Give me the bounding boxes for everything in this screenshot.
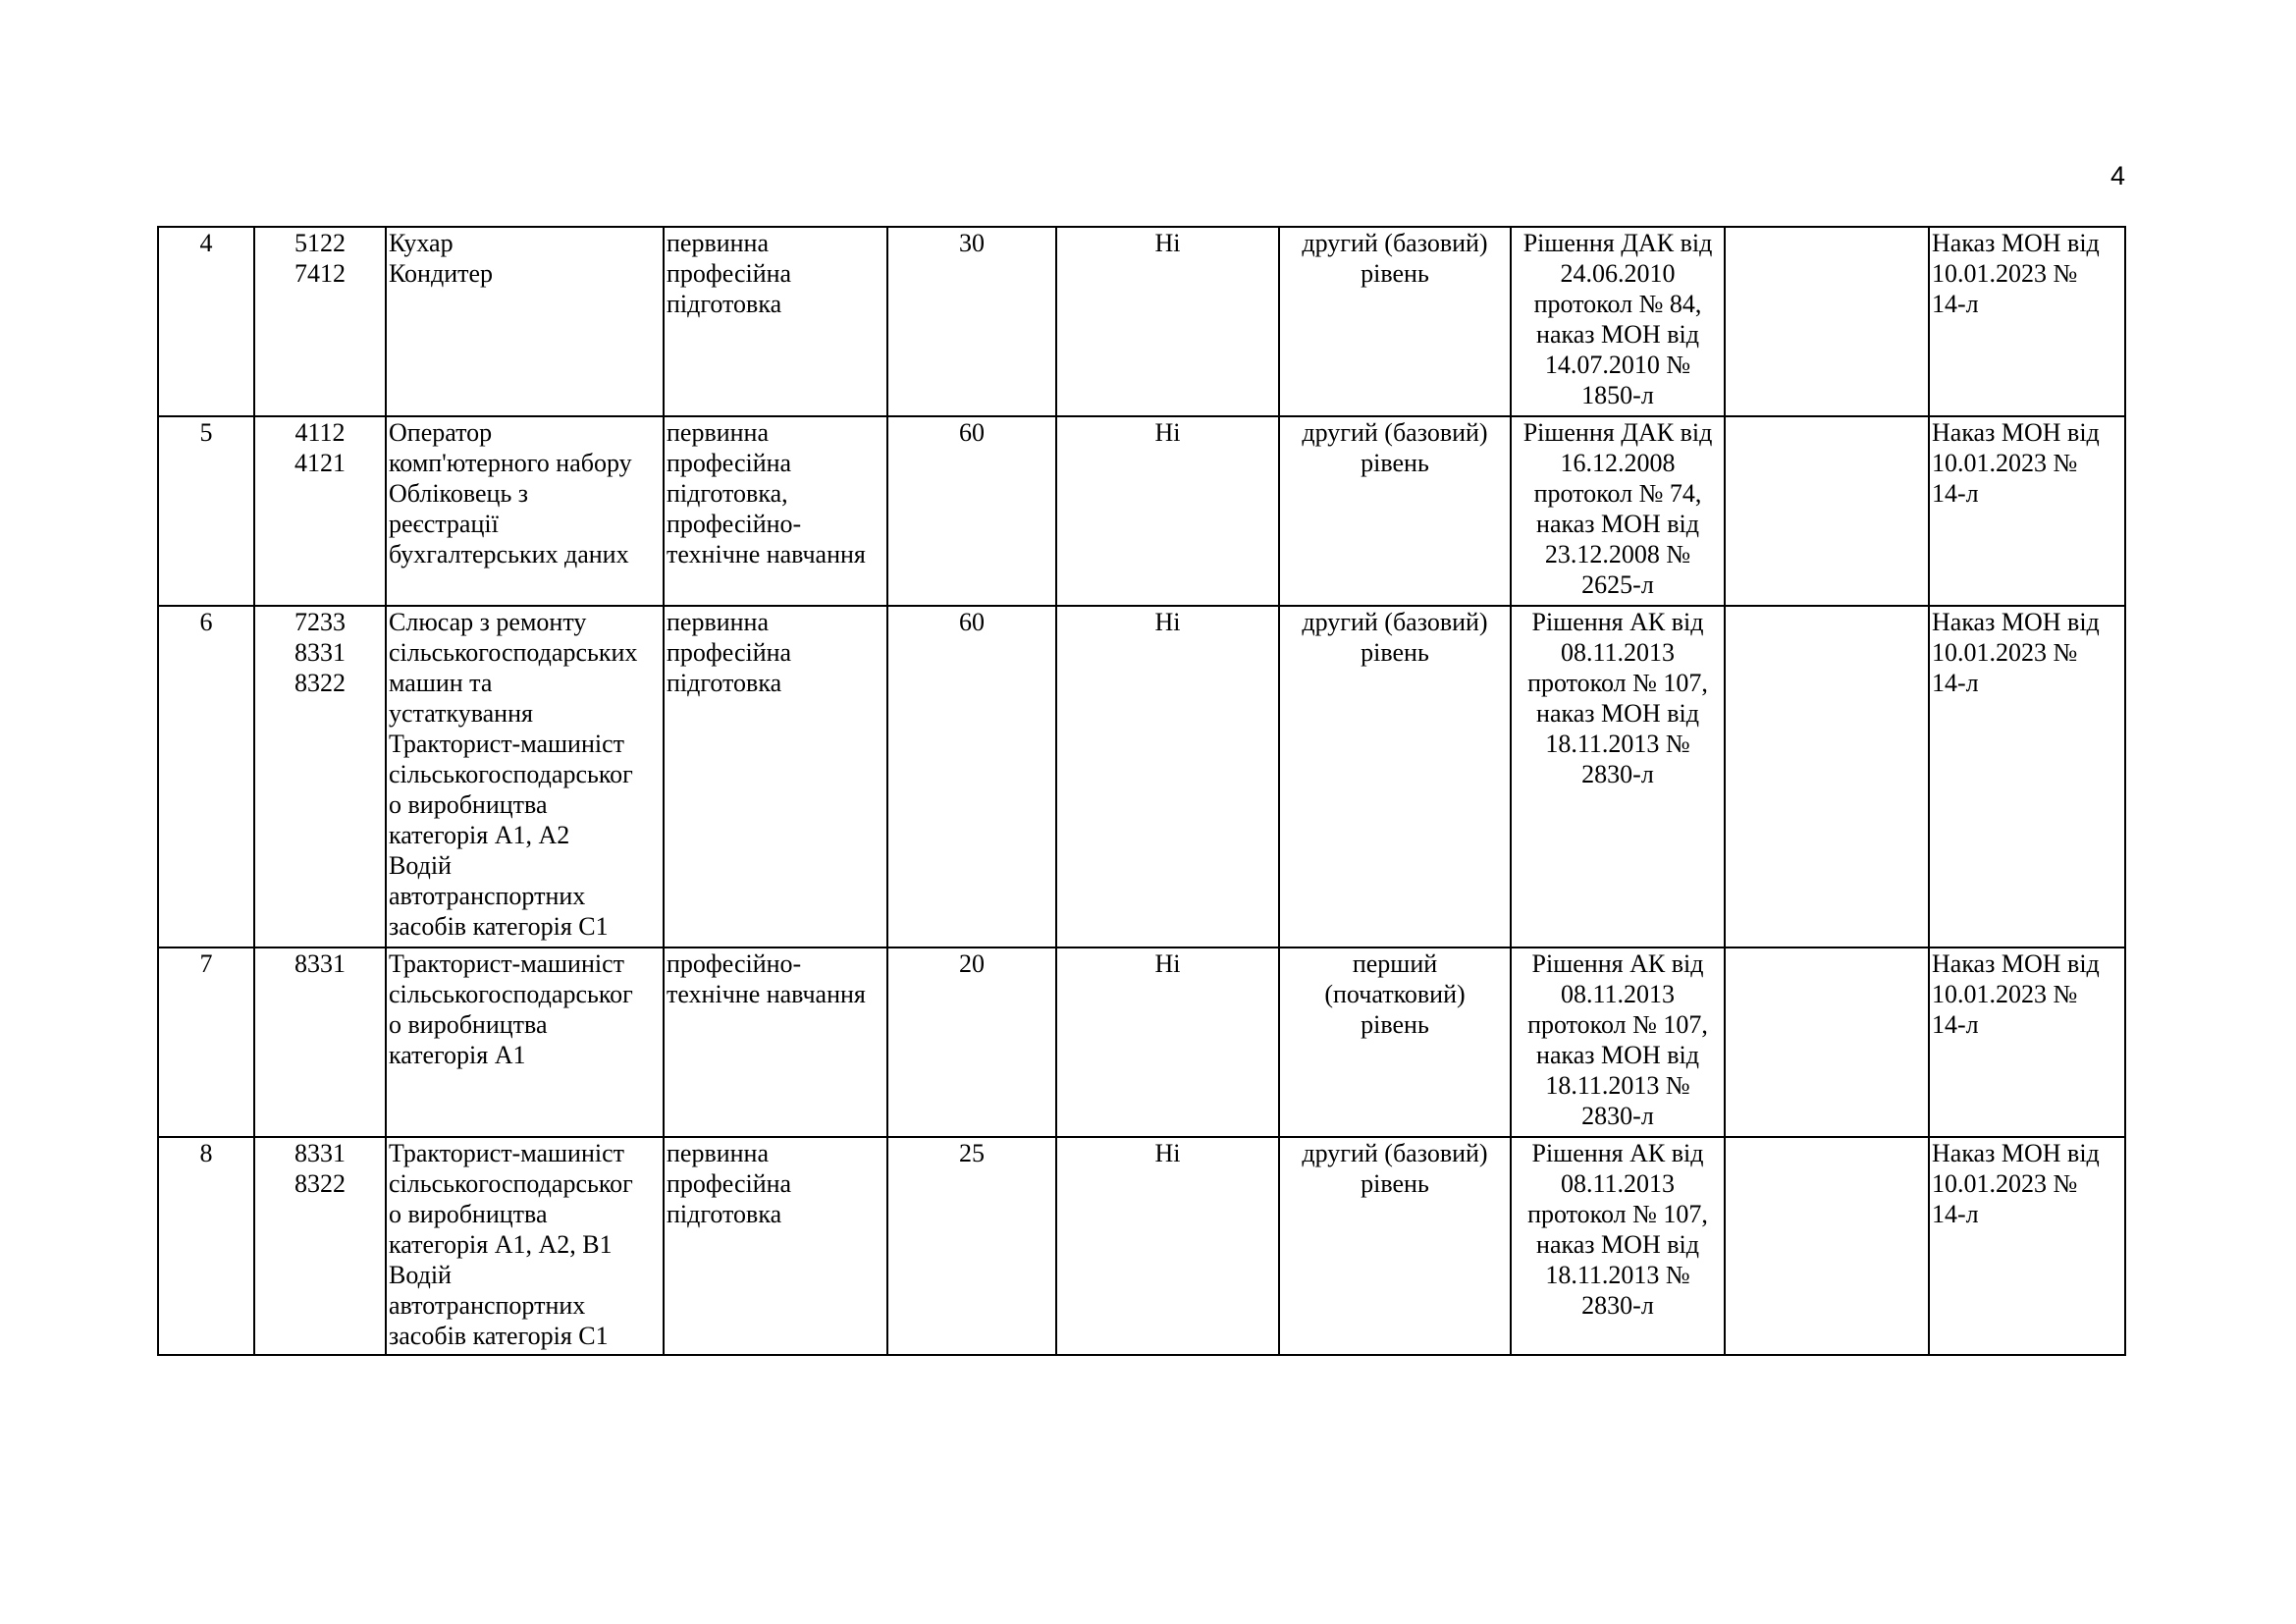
profession-codes: 5122 7412 [254,227,386,416]
table-row [158,606,2125,947]
flag-value: Ні [1056,606,1279,947]
ministry-order: Наказ МОН від 10.01.2023 № 14-л [1929,416,2125,606]
row-number: 6 [158,606,254,947]
qualification-level: другий (базовий) рівень [1279,416,1511,606]
empty-cell [1725,416,1929,606]
empty-cell [1725,227,1929,416]
profession-codes: 4112 4121 [254,416,386,606]
profession-name: Оператор комп'ютерного набору Обліковець з реєстрації бухгалтерських даних [386,416,664,606]
qualification-level: другий (базовий) рівень [1279,1137,1511,1355]
accreditation-decision: Рішення АК від 08.11.2013 протокол № 107, наказ МОН від 18.11.2013 № 2830-л [1511,1137,1725,1355]
training-type: первинна професійна підготовка [664,606,887,947]
licensing-table [157,226,2126,1356]
licensed-quantity: 60 [887,416,1056,606]
licensed-quantity: 25 [887,1137,1056,1355]
row-number: 8 [158,1137,254,1355]
table-row [158,947,2125,1137]
ministry-order: Наказ МОН від 10.01.2023 № 14-л [1929,606,2125,947]
flag-value: Ні [1056,1137,1279,1355]
accreditation-decision: Рішення АК від 08.11.2013 протокол № 107, наказ МОН від 18.11.2013 № 2830-л [1511,947,1725,1137]
licensed-quantity: 60 [887,606,1056,947]
ministry-order: Наказ МОН від 10.01.2023 № 14-л [1929,947,2125,1137]
accreditation-decision: Рішення ДАК від 16.12.2008 протокол № 74, наказ МОН від 23.12.2008 № 2625-л [1511,416,1725,606]
ministry-order: Наказ МОН від 10.01.2023 № 14-л [1929,1137,2125,1355]
qualification-level: другий (базовий) рівень [1279,227,1511,416]
ministry-order: Наказ МОН від 10.01.2023 № 14-л [1929,227,2125,416]
licensed-quantity: 30 [887,227,1056,416]
row-number: 7 [158,947,254,1137]
profession-name: Тракторист-машиніст сільськогосподарськог о виробництва категорія А1 [386,947,664,1137]
licensed-quantity: 20 [887,947,1056,1137]
empty-cell [1725,1137,1929,1355]
qualification-level: перший (початковий) рівень [1279,947,1511,1137]
training-type: первинна професійна підготовка [664,227,887,416]
table-row [158,1137,2125,1355]
profession-name: Кухар Кондитер [386,227,664,416]
row-number: 4 [158,227,254,416]
flag-value: Ні [1056,947,1279,1137]
profession-codes: 8331 [254,947,386,1137]
empty-cell [1725,606,1929,947]
profession-codes: 7233 8331 8322 [254,606,386,947]
qualification-level: другий (базовий) рівень [1279,606,1511,947]
empty-cell [1725,947,1929,1137]
table-row [158,416,2125,606]
page-number: 4 [2109,161,2125,190]
profession-name: Тракторист-машиніст сільськогосподарськог о виробництва категорія А1, А2, В1 Водій автотранспортних засобів категорія С1 [386,1137,664,1355]
training-type: професійно- технічне навчання [664,947,887,1137]
accreditation-decision: Рішення АК від 08.11.2013 протокол № 107, наказ МОН від 18.11.2013 № 2830-л [1511,606,1725,947]
profession-codes: 8331 8322 [254,1137,386,1355]
flag-value: Ні [1056,416,1279,606]
flag-value: Ні [1056,227,1279,416]
profession-name: Слюсар з ремонту сільськогосподарських машин та устаткування Тракторист-машиніст сільськогосподарськог о виробництва категорія А1, А2 Водій автотранспортних засобів категорія С1 [386,606,664,947]
accreditation-decision: Рішення ДАК від 24.06.2010 протокол № 84, наказ МОН від 14.07.2010 № 1850-л [1511,227,1725,416]
training-type: первинна професійна підготовка [664,1137,887,1355]
row-number: 5 [158,416,254,606]
table-row [158,227,2125,416]
training-type: первинна професійна підготовка, професійно- технічне навчання [664,416,887,606]
